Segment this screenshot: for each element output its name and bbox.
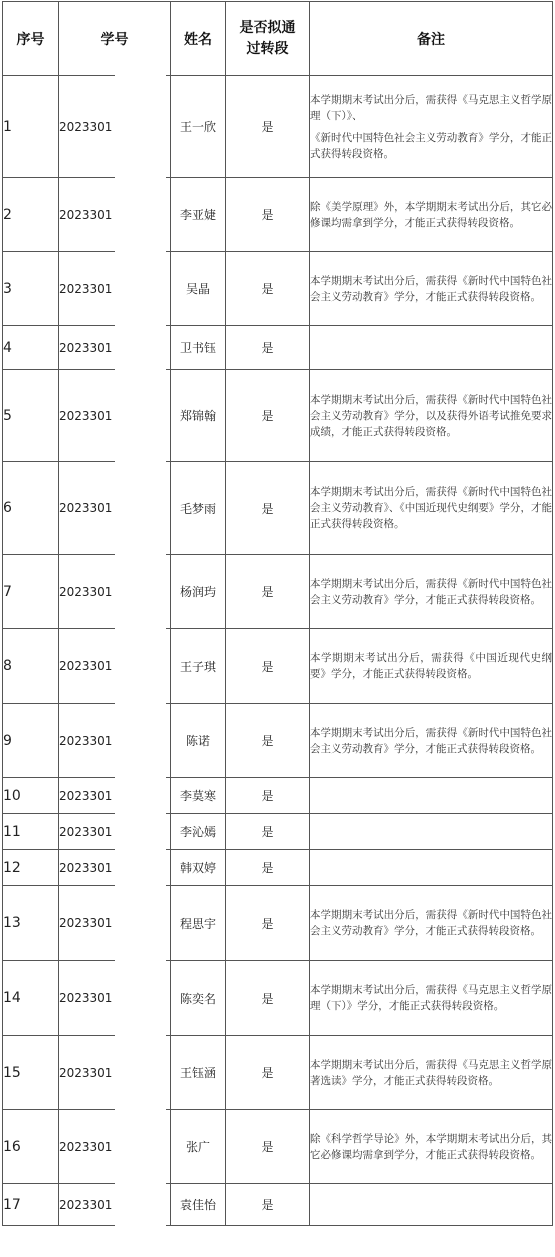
row-remark: 本学期期末考试出分后，需获得《新时代中国特色社会主义劳动教育》学分，才能正式获得转段资格。 xyxy=(310,886,553,961)
header-pass-line2: 过转段 xyxy=(246,40,289,57)
row-seq: 14 xyxy=(3,961,59,1036)
row-seq: 8 xyxy=(3,629,59,704)
row-seq: 6 xyxy=(3,462,59,555)
row-seq: 13 xyxy=(3,886,59,961)
row-seq: 12 xyxy=(3,850,59,886)
table-row xyxy=(3,886,553,961)
row-remark xyxy=(310,326,553,370)
row-pass: 是 xyxy=(226,252,310,326)
row-seq: 5 xyxy=(3,370,59,462)
row-student-id: 2023301 xyxy=(59,704,171,778)
table-row xyxy=(3,370,553,462)
table-row xyxy=(3,252,553,326)
table-row xyxy=(3,704,553,778)
row-name: 陈奕名 xyxy=(171,961,226,1036)
row-name: 李亚婕 xyxy=(171,178,226,252)
row-name: 吴晶 xyxy=(171,252,226,326)
row-remark xyxy=(310,850,553,886)
row-remark xyxy=(310,778,553,814)
table-row xyxy=(3,814,553,850)
row-name: 袁佳怡 xyxy=(171,1184,226,1226)
table-row xyxy=(3,1184,553,1226)
row-student-id: 2023301 xyxy=(59,814,171,850)
row-student-id: 2023301 xyxy=(59,326,171,370)
row-name: 韩双婷 xyxy=(171,850,226,886)
row-remark: 本学期期末考试出分后，需获得《新时代中国特色社会主义劳动教育》学分，才能正式获得转段资格。 xyxy=(310,252,553,326)
header-pass-line1: 是否拟通 xyxy=(239,19,296,36)
row-seq: 16 xyxy=(3,1110,59,1184)
row-pass: 是 xyxy=(226,1184,310,1226)
table-row xyxy=(3,629,553,704)
row-remark: 本学期期末考试出分后，需获得《新时代中国特色社会主义劳动教育》学分，以及获得外语考试推免要求成绩，才能正式获得转段资格。 xyxy=(310,370,553,462)
row-seq: 9 xyxy=(3,704,59,778)
row-pass: 是 xyxy=(226,778,310,814)
row-pass: 是 xyxy=(226,555,310,629)
header-remarks: 备注 xyxy=(310,2,553,76)
row-pass: 是 xyxy=(226,961,310,1036)
row-pass: 是 xyxy=(226,629,310,704)
row-seq: 7 xyxy=(3,555,59,629)
table-row xyxy=(3,76,553,178)
row-seq: 11 xyxy=(3,814,59,850)
row-student-id: 2023301 xyxy=(59,961,171,1036)
header-pass xyxy=(226,2,310,76)
table-row xyxy=(3,961,553,1036)
row-name: 杨润玙 xyxy=(171,555,226,629)
row-seq: 3 xyxy=(3,252,59,326)
row-pass: 是 xyxy=(226,704,310,778)
row-student-id: 2023301 xyxy=(59,462,171,555)
row-name: 陈诺 xyxy=(171,704,226,778)
row-name: 李沁嫣 xyxy=(171,814,226,850)
row-pass: 是 xyxy=(226,850,310,886)
table-row xyxy=(3,462,553,555)
row-name: 王子琪 xyxy=(171,629,226,704)
row-seq: 1 xyxy=(3,76,59,178)
row-student-id: 2023301 xyxy=(59,370,171,462)
row-student-id: 2023301 xyxy=(59,1110,171,1184)
row-student-id: 2023301 xyxy=(59,76,171,178)
row-seq: 10 xyxy=(3,778,59,814)
row-name: 卫书钰 xyxy=(171,326,226,370)
table-row xyxy=(3,555,553,629)
row-student-id: 2023301 xyxy=(59,850,171,886)
table-row xyxy=(3,326,553,370)
row-remark xyxy=(310,1184,553,1226)
row-seq: 15 xyxy=(3,1036,59,1110)
row-remark xyxy=(310,814,553,850)
row-student-id: 2023301 xyxy=(59,555,171,629)
row-remark: 本学期期末考试出分后，需获得《新时代中国特色社会主义劳动教育》学分，才能正式获得转段资格。 xyxy=(310,704,553,778)
row-remark xyxy=(310,76,553,178)
row-name: 程思宇 xyxy=(171,886,226,961)
row-name: 毛梦雨 xyxy=(171,462,226,555)
row-seq: 2 xyxy=(3,178,59,252)
row-pass: 是 xyxy=(226,76,310,178)
row-remark: 除《美学原理》外，本学期期末考试出分后，其它必修课均需拿到学分，才能正式获得转段资格。 xyxy=(310,178,553,252)
row-pass: 是 xyxy=(226,462,310,555)
row-student-id: 2023301 xyxy=(59,886,171,961)
table-row xyxy=(3,1036,553,1110)
row-name: 张广 xyxy=(171,1110,226,1184)
row-pass: 是 xyxy=(226,886,310,961)
row-remark: 本学期期末考试出分后，需获得《马克思主义哲学原著选读》学分，才能正式获得转段资格。 xyxy=(310,1036,553,1110)
table-row xyxy=(3,850,553,886)
row-remark: 本学期期末考试出分后，需获得《马克思主义哲学原理（下）》学分，才能正式获得转段资格。 xyxy=(310,961,553,1036)
table-row xyxy=(3,1110,553,1184)
id-column-mask xyxy=(115,75,166,1244)
row-student-id: 2023301 xyxy=(59,252,171,326)
header-name: 姓名 xyxy=(171,2,226,76)
row-student-id: 2023301 xyxy=(59,178,171,252)
row-name: 王一欣 xyxy=(171,76,226,178)
table-row xyxy=(3,778,553,814)
row-student-id: 2023301 xyxy=(59,1036,171,1110)
row-pass: 是 xyxy=(226,1110,310,1184)
row-remark: 本学期期末考试出分后，需获得《新时代中国特色社会主义劳动教育》、《中国近现代史纲要》学分，才能正式获得转段资格。 xyxy=(310,462,553,555)
row-remark: 除《科学哲学导论》外，本学期期末考试出分后，其它必修课均需拿到学分，才能正式获得转段资格。 xyxy=(310,1110,553,1184)
row-remark: 本学期期末考试出分后，需获得《新时代中国特色社会主义劳动教育》学分，才能正式获得转段资格。 xyxy=(310,555,553,629)
row-seq: 17 xyxy=(3,1184,59,1226)
row-pass: 是 xyxy=(226,370,310,462)
row-pass: 是 xyxy=(226,326,310,370)
row-student-id: 2023301 xyxy=(59,778,171,814)
remark-line: 《新时代中国特色社会主义劳动教育》学分，才能正式获得转段资格。 xyxy=(310,131,552,160)
transfer-roster-table xyxy=(2,1,553,1226)
row-pass: 是 xyxy=(226,1036,310,1110)
row-name: 李莫寒 xyxy=(171,778,226,814)
row-name: 王钰涵 xyxy=(171,1036,226,1110)
row-remark: 本学期期末考试出分后，需获得《中国近现代史纲要》学分，才能正式获得转段资格。 xyxy=(310,629,553,704)
row-seq: 4 xyxy=(3,326,59,370)
row-pass: 是 xyxy=(226,178,310,252)
table-header xyxy=(3,2,553,76)
row-pass: 是 xyxy=(226,814,310,850)
header-student-id: 学号 xyxy=(59,2,171,76)
row-student-id: 2023301 xyxy=(59,629,171,704)
table-row xyxy=(3,178,553,252)
remark-line: 本学期期末考试出分后，需获得《马克思主义哲学原理（下）》、 xyxy=(310,93,552,122)
row-name: 郑锦翰 xyxy=(171,370,226,462)
header-seq: 序号 xyxy=(3,2,59,76)
row-student-id: 2023301 xyxy=(59,1184,171,1226)
table-body xyxy=(3,76,553,1226)
